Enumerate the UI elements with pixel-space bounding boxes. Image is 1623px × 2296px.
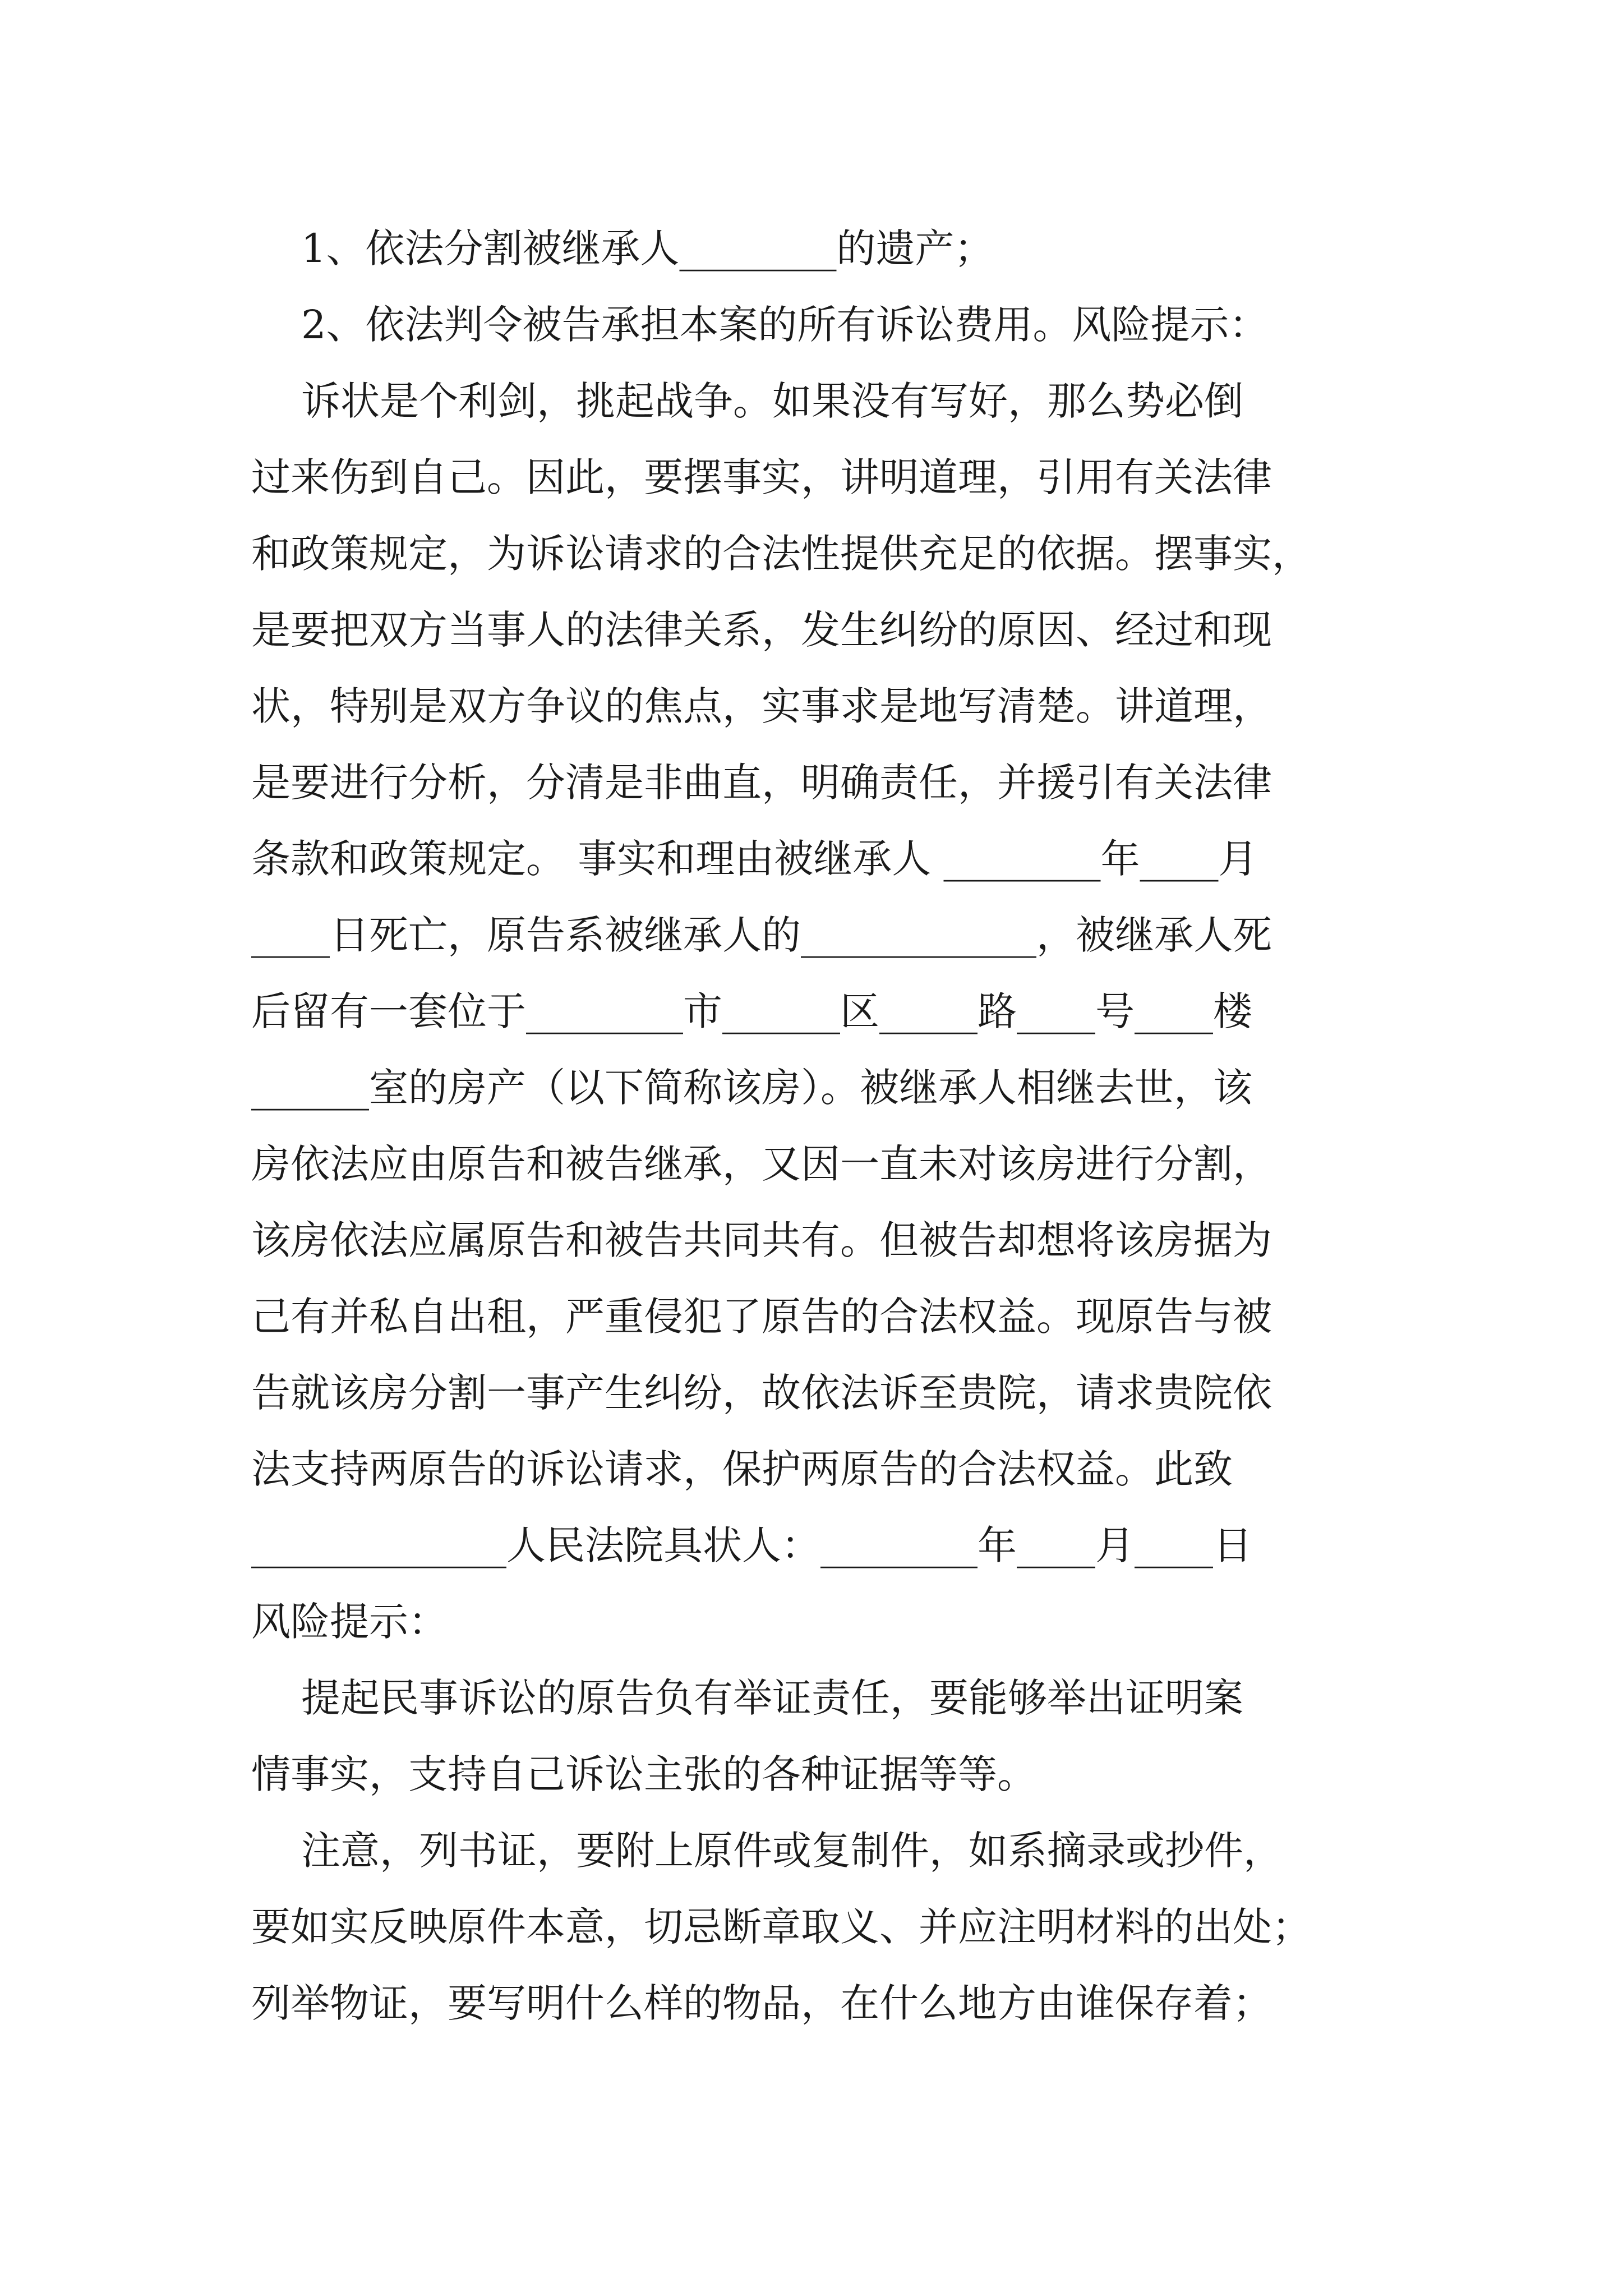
text-line: 要如实反映原件本意，切忌断章取义、并应注明材料的出处；: [251, 1904, 1311, 1950]
text-line: 风险提示：: [251, 1599, 448, 1645]
text-line: 条款和政策规定。 事实和理由被继承人 ________年____月: [251, 836, 1258, 882]
text-line: 是要把双方当事人的法律关系，发生纠纷的原因、经过和现: [251, 607, 1272, 653]
text-line: 列举物证，要写明什么样的物品，在什么地方由谁保存着；: [251, 1980, 1272, 2026]
text-line: 后留有一套位于________市______区_____路____号____楼: [251, 988, 1252, 1034]
text-line: 过来伤到自己。因此，要摆事实，讲明道理，引用有关法律: [251, 454, 1272, 500]
text-line: 诉状是个利剑，挑起战争。如果没有写好，那么势必倒: [251, 378, 1244, 424]
text-line: 2、依法判令被告承担本案的所有诉讼费用。风险提示：: [251, 302, 1269, 348]
text-line: 1、依法分割被继承人________的遗产；: [251, 226, 994, 272]
text-line: 状，特别是双方争议的焦点，实事求是地写清楚。讲道理，: [251, 683, 1272, 729]
text-line: 是要进行分析，分清是非曲直，明确责任，并援引有关法律: [251, 760, 1272, 806]
text-line: _____________人民法院具状人：________年____月____日: [251, 1522, 1252, 1568]
text-line: 法支持两原告的诉讼请求，保护两原告的合法权益。此致: [251, 1446, 1233, 1492]
text-line: 情事实，支持自己诉讼主张的各种证据等等。: [251, 1751, 1036, 1797]
text-line: 提起民事诉讼的原告负有举证责任，要能够举出证明案: [251, 1675, 1244, 1721]
text-line: 注意，列书证，要附上原件或复制件，如系摘录或抄件，: [251, 1828, 1283, 1874]
text-line: 己有并私自出租，严重侵犯了原告的合法权益。现原告与被: [251, 1294, 1272, 1340]
text-line: 和政策规定，为诉讼请求的合法性提供充足的依据。摆事实，: [251, 531, 1311, 577]
text-line: 告就该房分割一事产生纠纷，故依法诉至贵院，请求贵院依: [251, 1370, 1272, 1416]
text-line: ______室的房产（以下简称该房）。被继承人相继去世，该: [251, 1065, 1252, 1111]
text-line: ____日死亡，原告系被继承人的____________，被继承人死: [251, 912, 1272, 958]
text-line: 房依法应由原告和被告继承，又因一直未对该房进行分割，: [251, 1141, 1272, 1187]
text-line: 该房依法应属原告和被告共同共有。但被告却想将该房据为: [251, 1217, 1272, 1263]
